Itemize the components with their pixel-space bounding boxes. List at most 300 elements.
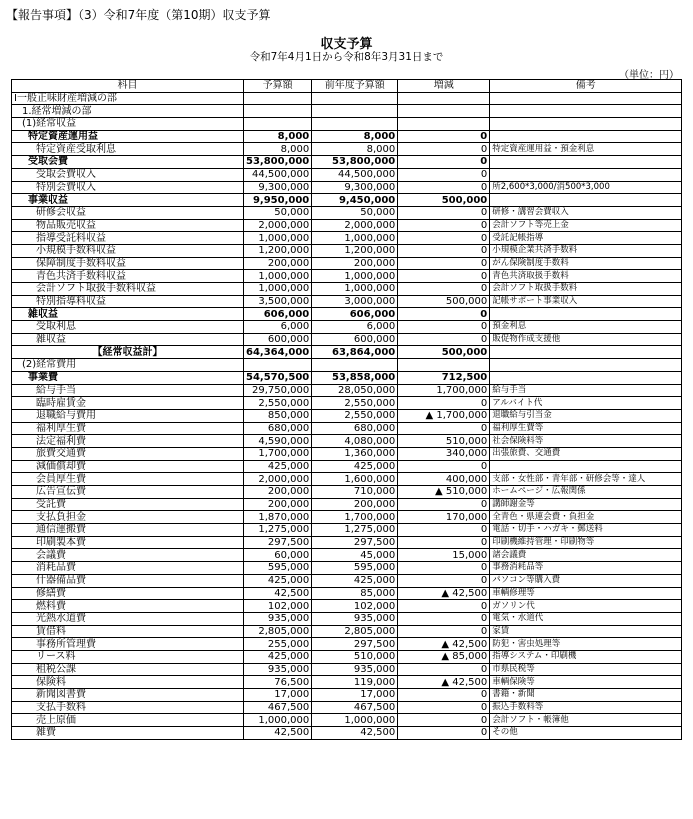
row-budget: 9,300,000	[244, 181, 312, 194]
row-budget: 606,000	[244, 308, 312, 321]
row-difference: 0	[398, 143, 490, 156]
row-budget: 935,000	[244, 663, 312, 676]
row-remark: 特定資産運用益・預金利息	[490, 143, 682, 156]
row-prev-budget: 2,550,000	[312, 397, 398, 410]
row-budget: 1,200,000	[244, 244, 312, 257]
row-prev-budget: 3,000,000	[312, 295, 398, 308]
row-label: 支払手数料	[12, 701, 244, 714]
row-difference: 0	[398, 206, 490, 219]
row-budget: 2,000,000	[244, 473, 312, 486]
table-row	[12, 244, 682, 257]
row-label: 広告宣伝費	[12, 486, 244, 499]
row-difference: 1,700,000	[398, 384, 490, 397]
row-budget: 102,000	[244, 600, 312, 613]
table-row	[12, 536, 682, 549]
row-label: 特別会費収入	[12, 181, 244, 194]
report-heading: 【報告事項】（3）令和7年度（第10期）収支予算	[6, 8, 271, 22]
row-budget: 297,500	[244, 536, 312, 549]
table-row	[12, 473, 682, 486]
row-prev-budget: 1,275,000	[312, 524, 398, 537]
row-prev-budget: 9,300,000	[312, 181, 398, 194]
row-difference: 0	[398, 460, 490, 473]
row-difference: 0	[398, 422, 490, 435]
row-prev-budget	[312, 92, 398, 105]
row-remark: 書籍・新聞	[490, 689, 682, 702]
table-header-row	[12, 80, 682, 93]
table-row	[12, 168, 682, 181]
table-row	[12, 498, 682, 511]
row-budget: 1,870,000	[244, 511, 312, 524]
row-difference: 0	[398, 689, 490, 702]
table-row	[12, 663, 682, 676]
table-row	[12, 143, 682, 156]
row-label: 指導受託料収益	[12, 232, 244, 245]
row-prev-budget: 297,500	[312, 638, 398, 651]
row-difference: 0	[398, 397, 490, 410]
row-difference: 0	[398, 156, 490, 169]
row-label: 事業費	[12, 371, 244, 384]
row-label: 受取利息	[12, 321, 244, 334]
row-budget: 42,500	[244, 727, 312, 740]
row-label: 雑収益	[12, 333, 244, 346]
row-prev-budget: 17,000	[312, 689, 398, 702]
row-difference: 0	[398, 612, 490, 625]
row-budget: 200,000	[244, 486, 312, 499]
row-remark: 福利厚生費等	[490, 422, 682, 435]
row-difference: ▲ 42,500	[398, 676, 490, 689]
row-prev-budget: 606,000	[312, 308, 398, 321]
row-difference: 400,000	[398, 473, 490, 486]
table-row	[12, 714, 682, 727]
row-remark: 振込手数料等	[490, 701, 682, 714]
row-prev-budget: 680,000	[312, 422, 398, 435]
row-prev-budget: 1,360,000	[312, 447, 398, 460]
column-header-budget: 予算額	[244, 80, 312, 93]
row-label: 物品販売収益	[12, 219, 244, 232]
table-body	[12, 92, 682, 739]
row-prev-budget: 53,800,000	[312, 156, 398, 169]
row-budget: 44,500,000	[244, 168, 312, 181]
row-prev-budget: 1,000,000	[312, 283, 398, 296]
row-difference: 0	[398, 524, 490, 537]
table-row	[12, 486, 682, 499]
table-row	[12, 333, 682, 346]
table-row	[12, 397, 682, 410]
row-budget	[244, 92, 312, 105]
row-prev-budget: 63,864,000	[312, 346, 398, 359]
row-label: 退職給与費用	[12, 409, 244, 422]
row-remark: 給与手当	[490, 384, 682, 397]
table-row	[12, 701, 682, 714]
row-budget: 680,000	[244, 422, 312, 435]
row-label: 会議費	[12, 549, 244, 562]
row-label: 青色共済手数料収益	[12, 270, 244, 283]
row-remark	[490, 194, 682, 207]
row-prev-budget: 1,700,000	[312, 511, 398, 524]
page-title: 収支予算	[320, 37, 373, 52]
row-prev-budget: 119,000	[312, 676, 398, 689]
row-label: 支払負担金	[12, 511, 244, 524]
row-budget: 1,000,000	[244, 714, 312, 727]
table-row	[12, 689, 682, 702]
row-prev-budget: 200,000	[312, 257, 398, 270]
row-remark: ホームページ・広報関係	[490, 486, 682, 499]
row-prev-budget	[312, 105, 398, 118]
row-difference: ▲ 42,500	[398, 638, 490, 651]
row-label: 什器備品費	[12, 574, 244, 587]
row-budget: 1,000,000	[244, 232, 312, 245]
row-label: 事務所管理費	[12, 638, 244, 651]
row-difference: 0	[398, 283, 490, 296]
row-difference: 0	[398, 168, 490, 181]
row-difference: ▲ 510,000	[398, 486, 490, 499]
row-difference: 0	[398, 308, 490, 321]
row-difference: 0	[398, 536, 490, 549]
table-row	[12, 562, 682, 575]
table-row	[12, 270, 682, 283]
row-budget: 29,750,000	[244, 384, 312, 397]
row-prev-budget: 600,000	[312, 333, 398, 346]
row-remark: 受託記帳指導	[490, 232, 682, 245]
row-remark	[490, 460, 682, 473]
row-remark	[490, 105, 682, 118]
row-prev-budget: 1,000,000	[312, 714, 398, 727]
row-difference: 170,000	[398, 511, 490, 524]
row-prev-budget: 45,000	[312, 549, 398, 562]
row-prev-budget	[312, 359, 398, 372]
row-remark: 印刷機維持管理・印刷物等	[490, 536, 682, 549]
table-row	[12, 422, 682, 435]
row-remark: 事務消耗品等	[490, 562, 682, 575]
row-label: 租税公課	[12, 663, 244, 676]
row-prev-budget: 510,000	[312, 650, 398, 663]
row-remark: がん保険制度手数料	[490, 257, 682, 270]
row-label: 受取会費収入	[12, 168, 244, 181]
row-prev-budget: 28,050,000	[312, 384, 398, 397]
row-remark: 退職給与引当金	[490, 409, 682, 422]
row-budget: 1,000,000	[244, 283, 312, 296]
row-difference: 0	[398, 321, 490, 334]
row-budget: 2,805,000	[244, 625, 312, 638]
row-difference: 0	[398, 257, 490, 270]
unit-label: （単位：円）	[619, 70, 679, 81]
row-budget: 1,275,000	[244, 524, 312, 537]
row-label: Ⅰ一般正味財産増減の部	[12, 92, 244, 105]
table-row	[12, 371, 682, 384]
row-difference: 0	[398, 663, 490, 676]
row-remark: ガソリン代	[490, 600, 682, 613]
row-difference: 510,000	[398, 435, 490, 448]
period-subtitle: 令和7年4月1日から令和8年3月31日まで	[249, 51, 444, 63]
row-prev-budget: 710,000	[312, 486, 398, 499]
table-row	[12, 194, 682, 207]
row-prev-budget: 935,000	[312, 663, 398, 676]
row-label: 印刷製本費	[12, 536, 244, 549]
table-row	[12, 257, 682, 270]
row-prev-budget: 2,550,000	[312, 409, 398, 422]
row-budget: 3,500,000	[244, 295, 312, 308]
row-budget: 2,550,000	[244, 397, 312, 410]
table-row	[12, 650, 682, 663]
row-budget: 64,364,000	[244, 346, 312, 359]
row-prev-budget: 42,500	[312, 727, 398, 740]
row-remark	[490, 168, 682, 181]
table-row	[12, 727, 682, 740]
row-remark: 小規模企業共済手数料	[490, 244, 682, 257]
table-row	[12, 283, 682, 296]
row-budget: 595,000	[244, 562, 312, 575]
table-row	[12, 638, 682, 651]
row-prev-budget: 467,500	[312, 701, 398, 714]
row-budget: 1,700,000	[244, 447, 312, 460]
table-row	[12, 549, 682, 562]
row-difference: 0	[398, 701, 490, 714]
row-remark: 社会保険料等	[490, 435, 682, 448]
row-remark	[490, 371, 682, 384]
table-row	[12, 447, 682, 460]
row-label: 福利厚生費	[12, 422, 244, 435]
row-difference: 500,000	[398, 194, 490, 207]
row-prev-budget: 53,858,000	[312, 371, 398, 384]
row-difference: 0	[398, 600, 490, 613]
row-prev-budget: 297,500	[312, 536, 398, 549]
row-prev-budget: 595,000	[312, 562, 398, 575]
row-budget: 425,000	[244, 650, 312, 663]
row-difference: 500,000	[398, 346, 490, 359]
row-difference: 0	[398, 714, 490, 727]
row-difference: 0	[398, 219, 490, 232]
row-remark: 諸会議費	[490, 549, 682, 562]
table-row	[12, 346, 682, 359]
row-remark: 防犯・害虫処理等	[490, 638, 682, 651]
row-difference: ▲ 85,000	[398, 650, 490, 663]
table-row	[12, 321, 682, 334]
row-budget: 6,000	[244, 321, 312, 334]
row-remark: 研修・講習会費収入	[490, 206, 682, 219]
row-difference: 0	[398, 130, 490, 143]
column-header-difference: 増減	[398, 80, 490, 93]
row-label: 研修会収益	[12, 206, 244, 219]
table-row	[12, 295, 682, 308]
row-label: 減価償却費	[12, 460, 244, 473]
row-budget: 76,500	[244, 676, 312, 689]
row-difference: ▲ 1,700,000	[398, 409, 490, 422]
row-remark: パソコン等購入費	[490, 574, 682, 587]
row-budget: 4,590,000	[244, 435, 312, 448]
row-remark: 青色共済取扱手数料	[490, 270, 682, 283]
row-remark: その他	[490, 727, 682, 740]
row-remark: 記帳サポート事業収入	[490, 295, 682, 308]
row-remark: 会計ソフト等売上金	[490, 219, 682, 232]
row-remark: 会計ソフト取扱手数料	[490, 283, 682, 296]
row-label: 特定資産受取利息	[12, 143, 244, 156]
row-difference: 15,000	[398, 549, 490, 562]
row-label: リース料	[12, 650, 244, 663]
row-difference: ▲ 42,500	[398, 587, 490, 600]
row-difference: 0	[398, 333, 490, 346]
row-difference: 0	[398, 727, 490, 740]
row-remark: 全青色・県連会費・負担金	[490, 511, 682, 524]
row-difference	[398, 118, 490, 131]
row-label: 保険料	[12, 676, 244, 689]
row-budget: 1,000,000	[244, 270, 312, 283]
row-prev-budget: 1,000,000	[312, 232, 398, 245]
row-remark: 市県民税等	[490, 663, 682, 676]
row-difference: 0	[398, 562, 490, 575]
table-row	[12, 587, 682, 600]
table-row	[12, 181, 682, 194]
row-difference: 340,000	[398, 447, 490, 460]
table-row	[12, 511, 682, 524]
table-row	[12, 219, 682, 232]
table-row	[12, 435, 682, 448]
row-budget: 850,000	[244, 409, 312, 422]
row-budget: 54,570,500	[244, 371, 312, 384]
row-label: 受取会費	[12, 156, 244, 169]
row-prev-budget: 1,600,000	[312, 473, 398, 486]
row-label: (2)経常費用	[12, 359, 244, 372]
table-row	[12, 612, 682, 625]
row-remark: 車輌保険等	[490, 676, 682, 689]
table-row	[12, 105, 682, 118]
row-prev-budget: 2,805,000	[312, 625, 398, 638]
row-label: 事業収益	[12, 194, 244, 207]
row-prev-budget: 8,000	[312, 143, 398, 156]
row-label: 賃借料	[12, 625, 244, 638]
row-label: 修繕費	[12, 587, 244, 600]
row-budget: 255,000	[244, 638, 312, 651]
row-label: 小規模手数料収益	[12, 244, 244, 257]
row-prev-budget: 425,000	[312, 460, 398, 473]
row-difference: 500,000	[398, 295, 490, 308]
row-prev-budget: 102,000	[312, 600, 398, 613]
table-row	[12, 130, 682, 143]
row-remark	[490, 118, 682, 131]
row-remark: 車輌修理等	[490, 587, 682, 600]
row-remark: 電話・切手・ハガキ・郵送料	[490, 524, 682, 537]
table-row	[12, 359, 682, 372]
row-budget: 8,000	[244, 130, 312, 143]
row-difference: 0	[398, 574, 490, 587]
row-label: 1.経常増減の部	[12, 105, 244, 118]
row-difference	[398, 105, 490, 118]
row-budget: 8,000	[244, 143, 312, 156]
row-budget: 60,000	[244, 549, 312, 562]
row-prev-budget: 200,000	[312, 498, 398, 511]
row-budget: 935,000	[244, 612, 312, 625]
row-remark: 所2,600*3,000/消500*3,000	[490, 181, 682, 194]
row-remark	[490, 346, 682, 359]
row-budget	[244, 105, 312, 118]
row-prev-budget: 2,000,000	[312, 219, 398, 232]
row-remark	[490, 359, 682, 372]
table-row	[12, 118, 682, 131]
row-remark	[490, 130, 682, 143]
row-prev-budget: 85,000	[312, 587, 398, 600]
table-row	[12, 574, 682, 587]
row-budget: 2,000,000	[244, 219, 312, 232]
table-row	[12, 460, 682, 473]
row-difference: 0	[398, 498, 490, 511]
row-budget: 42,500	[244, 587, 312, 600]
row-label: 受託費	[12, 498, 244, 511]
row-difference: 0	[398, 625, 490, 638]
row-label: 会計ソフト取扱手数料収益	[12, 283, 244, 296]
row-label: 【経常収益計】	[12, 346, 244, 359]
row-label: 光熱水道費	[12, 612, 244, 625]
row-budget	[244, 118, 312, 131]
row-label: 売上原価	[12, 714, 244, 727]
table-row	[12, 206, 682, 219]
column-header-prev-budget: 前年度予算額	[312, 80, 398, 93]
row-label: 給与手当	[12, 384, 244, 397]
row-remark: アルバイト代	[490, 397, 682, 410]
row-prev-budget: 1,000,000	[312, 270, 398, 283]
column-header-remarks: 備考	[490, 80, 682, 93]
row-prev-budget: 44,500,000	[312, 168, 398, 181]
row-budget: 200,000	[244, 498, 312, 511]
row-remark: 出張旅費、交通費	[490, 447, 682, 460]
row-difference: 0	[398, 270, 490, 283]
row-prev-budget: 6,000	[312, 321, 398, 334]
row-remark: 販促物作成支援他	[490, 333, 682, 346]
row-difference	[398, 359, 490, 372]
row-prev-budget: 425,000	[312, 574, 398, 587]
row-label: 会員厚生費	[12, 473, 244, 486]
row-label: 特別指導料収益	[12, 295, 244, 308]
row-label: 特定資産運用益	[12, 130, 244, 143]
row-remark: 家賃	[490, 625, 682, 638]
row-budget: 600,000	[244, 333, 312, 346]
row-budget: 200,000	[244, 257, 312, 270]
row-budget: 425,000	[244, 460, 312, 473]
row-difference	[398, 92, 490, 105]
row-budget: 9,950,000	[244, 194, 312, 207]
row-difference: 0	[398, 232, 490, 245]
row-difference: 0	[398, 181, 490, 194]
row-prev-budget: 8,000	[312, 130, 398, 143]
row-prev-budget: 4,080,000	[312, 435, 398, 448]
row-budget: 53,800,000	[244, 156, 312, 169]
row-prev-budget: 9,450,000	[312, 194, 398, 207]
row-difference: 712,500	[398, 371, 490, 384]
table-row	[12, 384, 682, 397]
row-label: 新聞図書費	[12, 689, 244, 702]
row-remark: 指導システム・印刷機	[490, 650, 682, 663]
row-label: 保障制度手数料収益	[12, 257, 244, 270]
row-label: 通信運搬費	[12, 524, 244, 537]
table-row	[12, 625, 682, 638]
table-row	[12, 232, 682, 245]
row-remark	[490, 92, 682, 105]
row-remark: 支部・女性部・青年部・研修会等・達人	[490, 473, 682, 486]
row-budget: 425,000	[244, 574, 312, 587]
row-remark: 会計ソフト・帳簿他	[490, 714, 682, 727]
table-row	[12, 524, 682, 537]
row-label: (1)経常収益	[12, 118, 244, 131]
row-label: 雑費	[12, 727, 244, 740]
budget-table	[11, 79, 682, 740]
row-budget	[244, 359, 312, 372]
table-row	[12, 676, 682, 689]
row-prev-budget: 935,000	[312, 612, 398, 625]
row-budget: 17,000	[244, 689, 312, 702]
row-remark: 電気・水道代	[490, 612, 682, 625]
row-prev-budget: 50,000	[312, 206, 398, 219]
table-row	[12, 156, 682, 169]
table-row	[12, 92, 682, 105]
row-budget: 467,500	[244, 701, 312, 714]
